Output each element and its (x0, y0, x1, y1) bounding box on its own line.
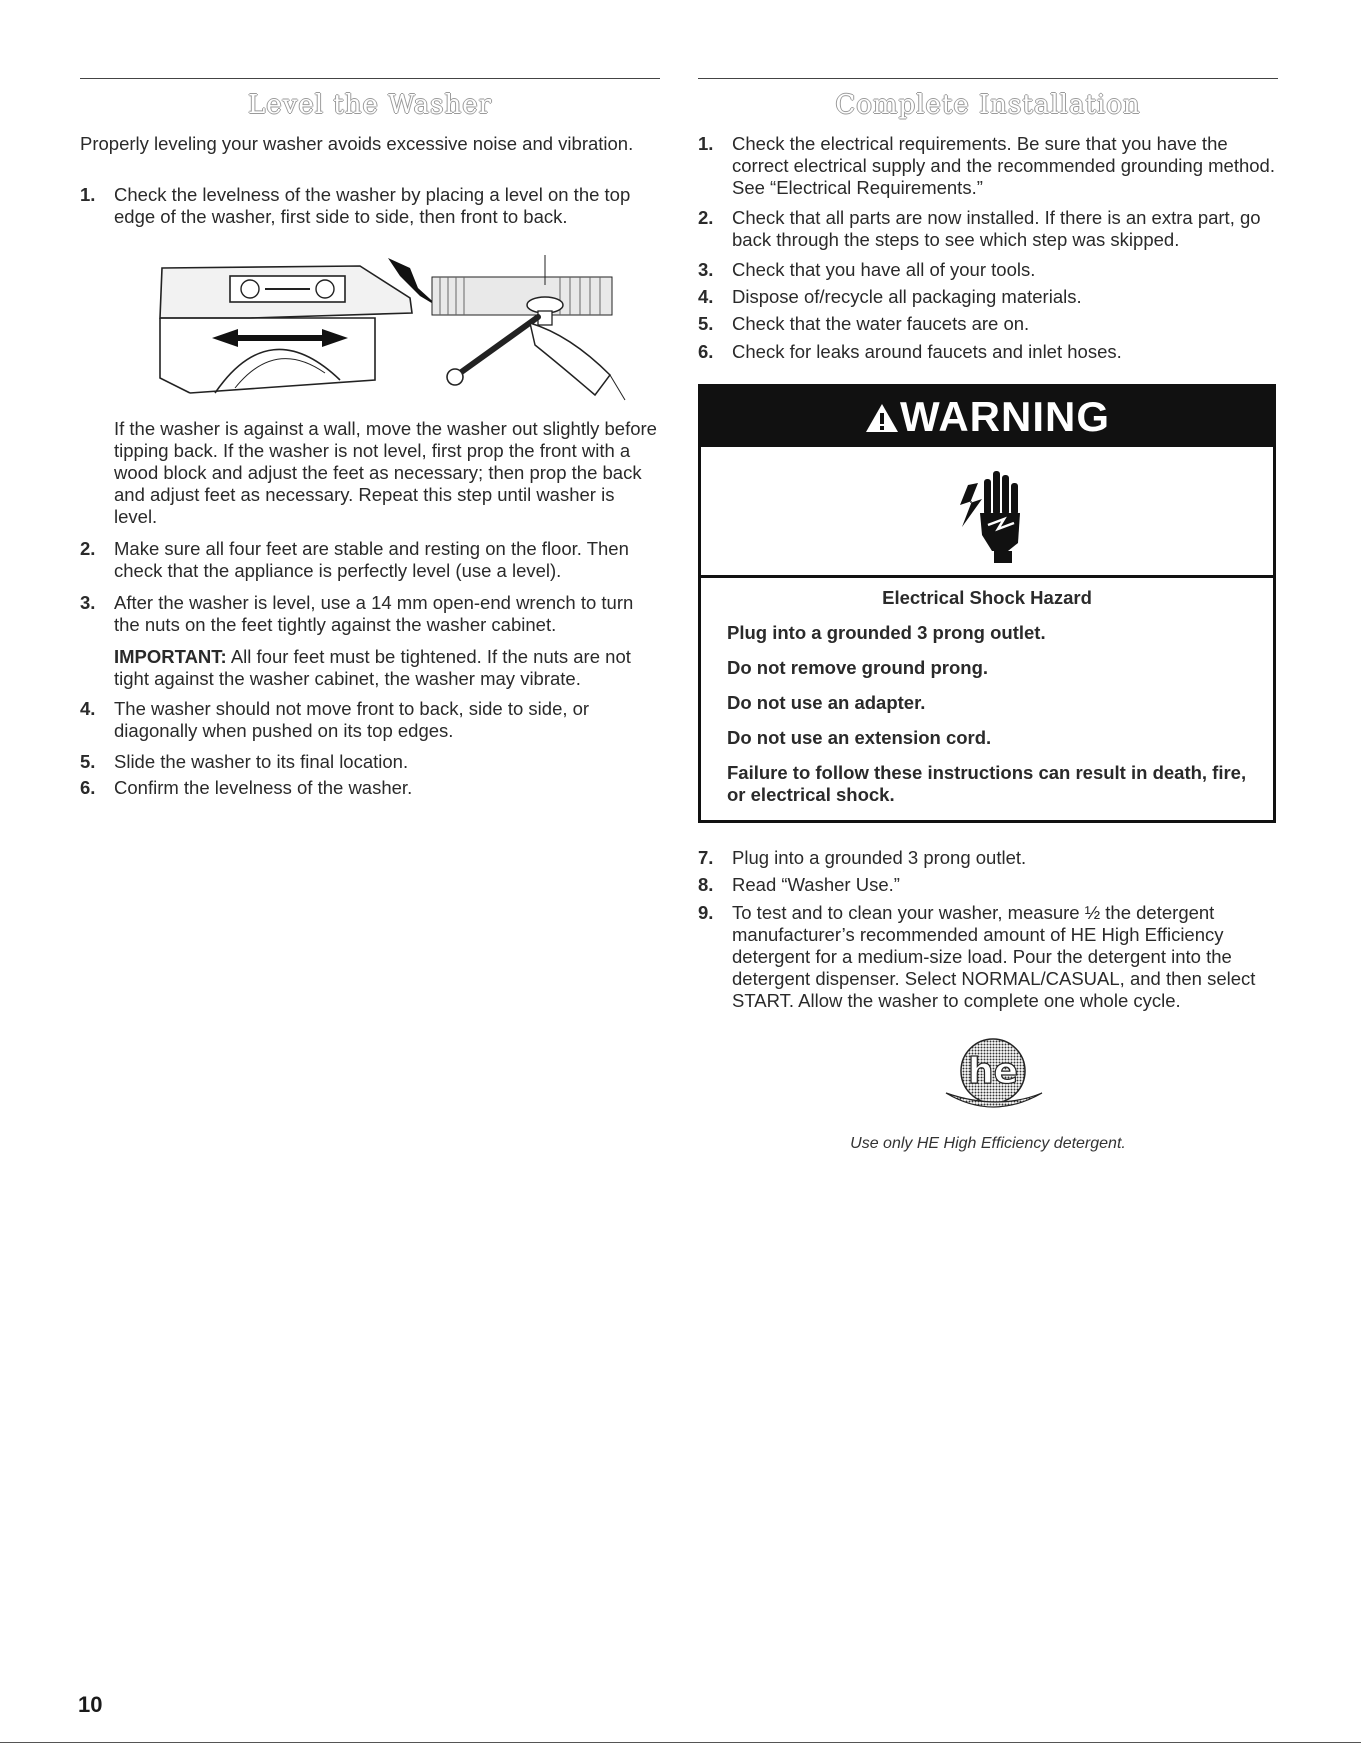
step-number: 4. (698, 286, 714, 307)
important-text: All four feet must be tightened. If the nuts are not tight against the washer cabinet, the washer may vibrate. (114, 646, 631, 689)
install-step-2 (698, 207, 1278, 251)
step-number: 3. (80, 592, 96, 613)
step-number: 7. (698, 847, 714, 868)
warning-header (701, 387, 1273, 447)
step-text: Check the levelness of the washer by placing a level on the top edge of the washer, first side to side, then front to back. (114, 184, 631, 227)
warning-line-5: Failure to follow these instructions can result in death, fire, or electrical shock. (727, 762, 1247, 805)
step-number: 9. (698, 902, 714, 923)
bottom-rule (0, 1742, 1361, 1743)
step-text: Read “Washer Use.” (732, 874, 900, 895)
page-number: 10 (78, 1692, 103, 1717)
wall-note-text: If the washer is against a wall, move the washer out slightly before tipping back. If the washer is not level, first prop the front with a wood block and adjust the feet as necessary; then prop the back and adjust feet as necessary. Repeat this step until washer is level. (114, 418, 657, 527)
warning-line-3: Do not use an adapter. (727, 692, 926, 713)
intro-text: Properly leveling your washer avoids excessive noise and vibration. (80, 133, 634, 154)
level-step-1 (80, 184, 660, 228)
install-step-5 (698, 313, 1278, 335)
warning-hazard: Electrical Shock Hazard (882, 587, 1092, 608)
he-logo (938, 1037, 1048, 1117)
install-step-1 (698, 133, 1278, 199)
level-step-3 (80, 592, 660, 636)
step-number: 6. (80, 777, 96, 798)
level-step-2 (80, 538, 660, 582)
level-step-5 (80, 751, 660, 773)
level-washer-section (80, 0, 660, 820)
washer-level-illustration (150, 258, 440, 398)
install-step-9 (698, 902, 1278, 1012)
install-step-6 (698, 341, 1278, 363)
step-text: Check for leaks around faucets and inlet hoses. (732, 341, 1122, 362)
warning-line-4: Do not use an extension cord. (727, 727, 992, 748)
section-heading-level-washer: Level the Washer (247, 90, 493, 120)
step-number: 6. (698, 341, 714, 362)
section-heading-complete-installation: Complete Installation (835, 90, 1141, 120)
warning-box (698, 384, 1276, 823)
warning-triangle-icon (864, 402, 900, 434)
warning-title: WARNING (900, 393, 1110, 440)
step-text: Check the electrical requirements. Be sure that you have the correct electrical supply and the recommended grounding method. See “Electrical Requirements.” (732, 133, 1275, 198)
warning-line-2: Do not remove ground prong. (727, 657, 989, 678)
step-number: 5. (80, 751, 96, 772)
install-step-7 (698, 847, 1278, 869)
step-number: 3. (698, 259, 714, 280)
step-number: 1. (80, 184, 96, 205)
level-step-6 (80, 777, 660, 799)
wrench-foot-illustration (420, 255, 635, 405)
step-text: Check that all parts are now installed. If there is an extra part, go back through the steps to see which step was skipped. (732, 207, 1261, 250)
step-number: 2. (698, 207, 714, 228)
step-text: Plug into a grounded 3 prong outlet. (732, 847, 1027, 868)
important-label: IMPORTANT: (114, 646, 227, 667)
step-text: After the washer is level, use a 14 mm open-end wrench to turn the nuts on the feet tightly against the washer cabinet. (114, 592, 634, 635)
step-text: The washer should not move front to back, side to side, or diagonally when pushed on its top edges. (114, 698, 590, 741)
important-note (114, 646, 660, 690)
step-number: 1. (698, 133, 714, 154)
step-text: Confirm the levelness of the washer. (114, 777, 413, 798)
step-text: Slide the washer to its final location. (114, 751, 409, 772)
step-text: To test and to clean your washer, measure ½ the detergent manufacturer’s recommended amount of HE High Efficiency detergent for a medium-size load. Pour the detergent into the detergent dispenser. Select NORMAL/CASUAL, and then select START. Allow the washer to complete one whole cycle. (732, 902, 1256, 1011)
step-text: Check that you have all of your tools. (732, 259, 1036, 280)
step-number: 8. (698, 874, 714, 895)
install-step-4 (698, 286, 1278, 308)
electric-shock-hand-icon (948, 465, 1038, 565)
step-text: Dispose of/recycle all packaging materials. (732, 286, 1082, 307)
step-number: 2. (80, 538, 96, 559)
step-text: Make sure all four feet are stable and resting on the floor. Then check that the appliance is perfectly level (use a level). (114, 538, 629, 581)
step-number: 5. (698, 313, 714, 334)
step-text: Check that the water faucets are on. (732, 313, 1030, 334)
install-step-8 (698, 874, 1278, 896)
warning-line-1: Plug into a grounded 3 prong outlet. (727, 622, 1046, 643)
he-logo-text: he (967, 1051, 1019, 1092)
install-step-3 (698, 259, 1278, 281)
step-number: 4. (80, 698, 96, 719)
warning-divider (701, 575, 1273, 578)
level-step-4 (80, 698, 660, 742)
he-caption: Use only HE High Efficiency detergent. (850, 1135, 1126, 1152)
